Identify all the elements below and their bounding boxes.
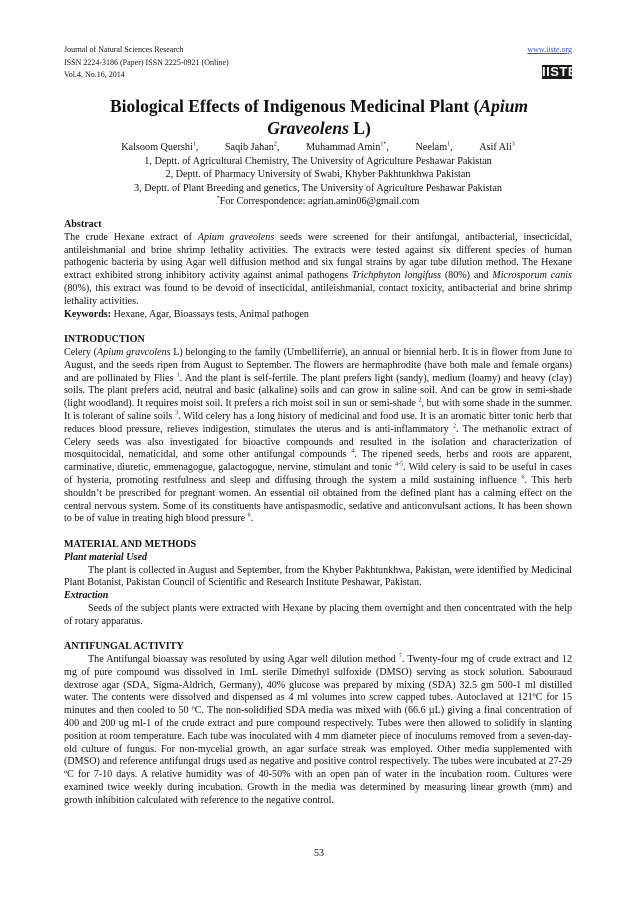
affiliation-1: 1, Deptt. of Agricultural Chemistry, The University of Agriculture Peshawar Pakistan — [144, 155, 492, 167]
author-4: Neelam$^1$, — [415, 141, 453, 153]
author-names — [64, 141, 572, 155]
extraction-subheading: Extraction — [64, 590, 109, 602]
introduction-heading: INTRODUCTION — [64, 334, 145, 346]
plant-material-text: The plant is collected in August and September, from the Khyber Pakhtunkhwa, Pakistan, were identified by Medicinal Plant Botanist, Pakistan Council of Scientific and Research Institute Peshawar, Pakistan. — [64, 564, 572, 589]
paper-title — [80, 95, 558, 139]
correspondence: *For Correspondence: agrian.amin06@gmail.com — [216, 195, 420, 208]
title-italic-1: Apium — [479, 96, 529, 116]
iiste-logo-mark: IISTE — [542, 64, 578, 79]
abstract-text: The crude Hexane extract of Apium graveolens seeds were screened for their antifungal, antibacterial, insecticidal, antileishmanial and brine shrimp lethality activities. The extracts were tested against six different species of human pathogenic bacteria by using Agar well diffusion method and six fungal strains by agar tube dilution method. The Hexane extract exhibited strong inhibitory activity against animal pathogens Trichphyton longifuss (80%) and Microsporum canis (80%), this extract was found to be devoid of insecticidal, antileishmanial, contact toxicity, antibacterial and brine shrimp lethality activities. — [64, 231, 572, 307]
antifungal-text: The Antifungal bioassay was resoluted by using Agar well dilution method $^7$. Twenty-four mg of crude extract and 12 mg of pure compound was dissolved in 1mL sterile Dimethyl sulfoxide (DMSO) serving as stock solution. Sabouraud dextrose agar (SDA, Sigma-Aldrich, Germany), 40% glucose was prepared by mixing (SDA) 32.5 gm 500-1 ml distilled water. The contents were dissolved and dispensed as 4 ml volumes into screw capped tubes. Autoclaved at 121ºC for 15 minutes and then cooled to 50 ºC. The non-solidified SDA media was mixed with (66.6 µL) giving a final concentration of 400 and 200 ug ml-1 of the crude extract and pure compound respectively. Tubes were then allowed to solidify in slanting position at room temperature. Each tube was inoculated with 4 mm diameter piece of inoculums removed from a seven-day-old culture of fungus. For non-mycelial growth, an agar surface streak was employed. Other media supplemented with (DMSO) and reference antifungal drugs used as negative and positive control respectively. The tubes were incubated at 27-29 ºC for 7-10 days. A relative humidity was of 40-50% with an open pan of water in the incubation room. Cultures were examined twice weekly during incubation. Growth in the media was determined by measuring linear growth (mm) and growth inhibition calculated with reference to the negative control. — [64, 653, 572, 806]
page-number: 53 — [314, 848, 324, 859]
introduction-text: Celery (Apium gravcolens L) belonging to the family (Umbelliferrie), an annual or biennial herb. It is in flower from June to August, and the seeds ripen from August to September. The flowers are hermaphrodite (have both male and female organs) and are pollinated by Flies $^1$. And the plant is self-fertile. The plant prefers light (sandy), medium (loamy) and heavy (clay) soils. The plant prefers acid, neutral and basic (alkaline) soils and can grow in saline soil. And can be grow in semi-shade (light woodland). It requires moist soil. It prefers a rich moist soil in sun or semi-shade $^2$, but with some shade in the summer. It is tolerant of saline soils $^3$. Wild celery has a long history of medicinal and food use. It is an aromatic bitter tonic herb that reduces blood pressure, relieves indigestion, stimulates the uterus and is anti-inflammatory $^2$. The methanolic extract of Celery seeds was also investigated for bioactive compounds and resulted in the isolation and characterization of mosquitocidal, nematicidal, and some other antifungal compounds $^4$. The ripened seeds, herbs and roots are apparent, carminative, diuretic, emmenagogue, galactogogue, nervine, stimulant and tonic $^{4-5}$. Wild celery is said to be useful in cases of hysteria, promoting restfulness and sleep and diffusing through the system a mild sustaining influence $^6$. This herb shouldn’t be prescribed for pregnant women. An essential oil obtained from the defined plant has a calming effect on the central nervous system. Some of its constituents have antispasmodic, sedative and anticonvulsant actions. It has been shown to be of value in treating high blood pressure $^6$. — [64, 346, 573, 525]
journal-url-link[interactable]: www.iiste.org — [527, 45, 572, 54]
title-text-2: L) — [348, 118, 371, 138]
author-3: Muhammad Amin$^{1*}$, — [305, 141, 389, 153]
journal-volume: Vol.4, No.16, 2014 — [64, 70, 125, 79]
title-text-1: Biological Effects of Indigenous Medicinal Plant ( — [109, 96, 480, 116]
affiliation-2: 2, Deptt. of Pharmacy University of Swabi, Khyber Pakhtunkhwa Pakistan — [165, 169, 471, 181]
antifungal-heading: ANTIFUNGAL ACTIVITY — [64, 641, 184, 653]
affiliation-3: 3, Deptt. of Plant Breeding and genetics, The University of Agriculture Peshawar Pakistan — [134, 182, 502, 194]
abstract-heading: Abstract — [64, 219, 102, 230]
paper-body — [64, 219, 572, 808]
author-block — [64, 141, 572, 209]
journal-issn: ISSN 2224-3186 (Paper) ISSN 2225-0921 (Online) — [64, 57, 229, 67]
iiste-logo — [542, 58, 578, 80]
plant-material-subheading: Plant material Used — [64, 551, 147, 563]
correspondence-email[interactable]: For Correspondence: agrian.amin06@gmail.com — [219, 196, 420, 208]
keywords: Keywords: Hexane, Agar, Bioassays tests, Animal pathogen — [64, 308, 309, 320]
author-2: Saqib Jahan$^2$, — [224, 141, 280, 153]
journal-name: Journal of Natural Sciences Research — [64, 45, 184, 54]
author-1: Kalsoom Quershi$^1$, — [121, 141, 199, 153]
title-italic-2: Graveolens — [267, 118, 349, 138]
extraction-text: Seeds of the subject plants were extracted with Hexane by placing them overnight and then concentrated with the help of rotary apparatus. — [64, 602, 572, 627]
methods-heading: MATERIAL AND METHODS — [64, 538, 197, 550]
author-5: Asif Ali$^3$ — [479, 141, 515, 153]
journal-header — [64, 44, 578, 82]
